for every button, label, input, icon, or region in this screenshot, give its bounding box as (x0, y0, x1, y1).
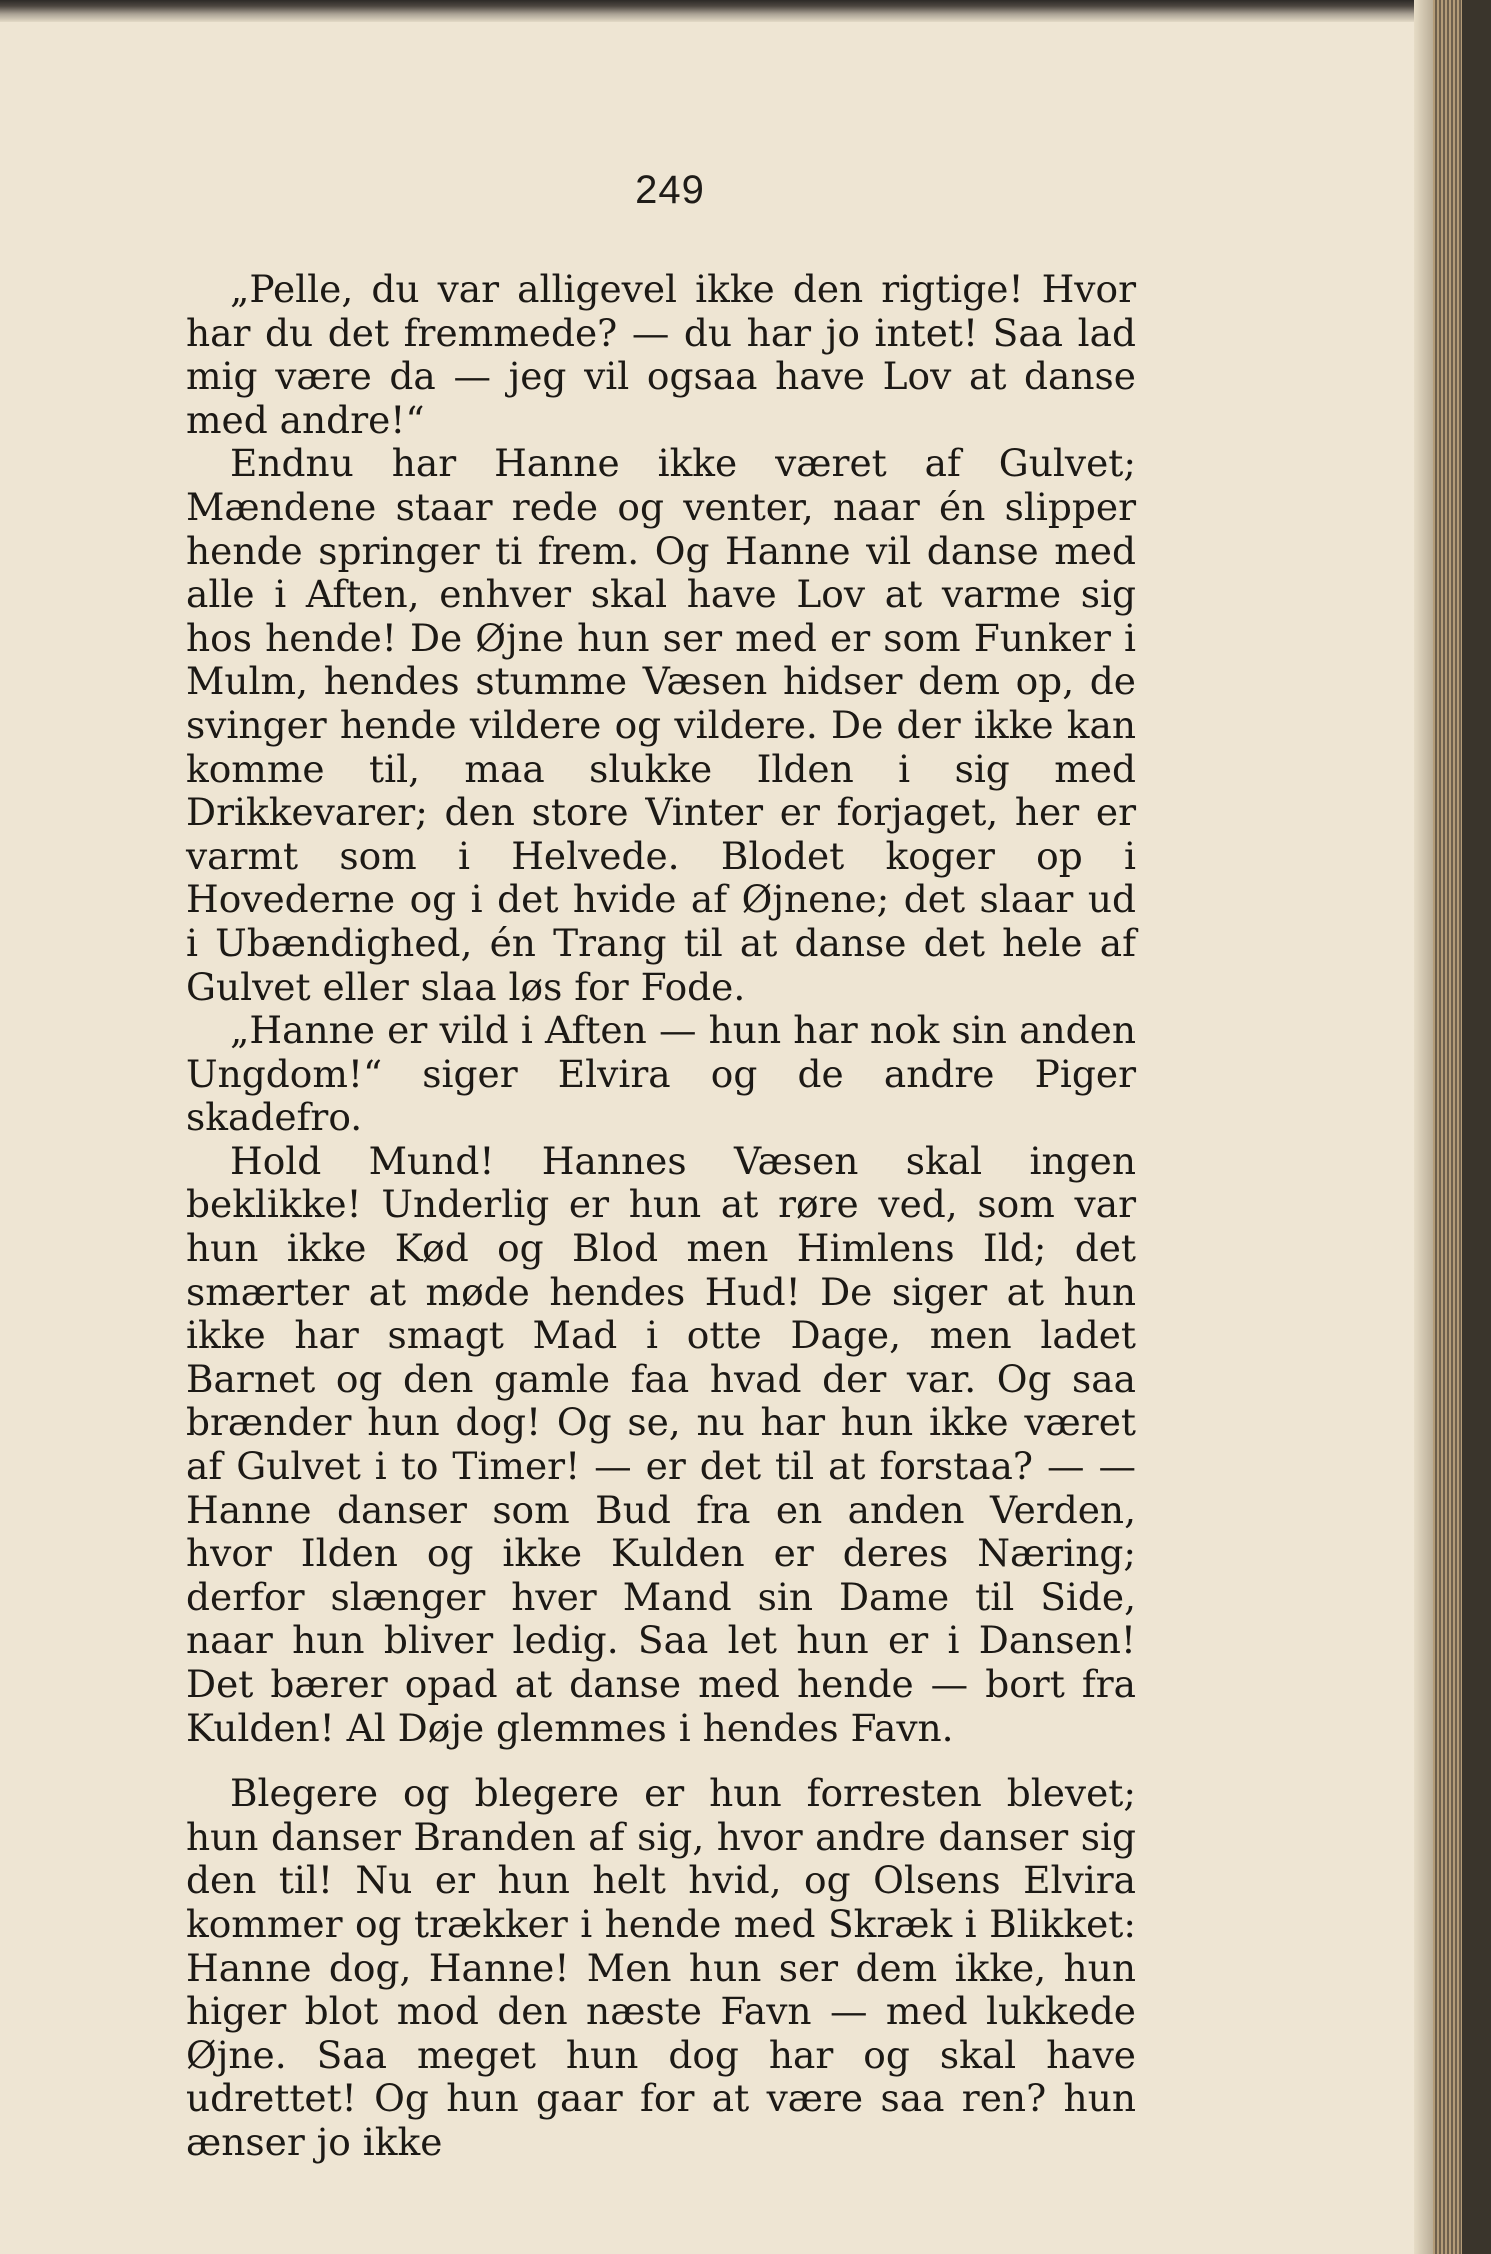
page-edges (1433, 0, 1462, 2254)
paragraph: „Pelle, du var alligevel ikke den rigtige! Hvor har du det fremmede? — du har jo intet! Saa lad mig være da — jeg vil ogsaa have Lov at danse med andre!“ (186, 267, 1136, 442)
body-text (186, 268, 1136, 2165)
page-top-edge (0, 0, 1462, 22)
paragraph: Hold Mund! Hannes Væsen skal ingen beklikke! Underlig er hun at røre ved, som var hun ikke Kød og Blod men Himlens Ild; det smærter at møde hendes Hud! De siger at hun ikke har smagt Mad i otte Dage, men ladet Barnet og den gamle faa hvad der var. Og saa brænder hun dog! Og se, nu har hun ikke været af Gulvet i to Timer! — er det til at forstaa? — — Hanne danser som Bud fra en anden Verden, hvor Ilden og ikke Kulden er deres Næring; derfor slænger hver Mand sin Dame til Side, naar hun bliver ledig. Saa let hun er i Dansen! Det bærer opad at danse med hende — bort fra Kulden! Al Døje glemmes i hendes Favn. (186, 1138, 1136, 1750)
page-number: 249 (635, 168, 705, 212)
paragraph: Endnu har Hanne ikke været af Gulvet; Mændene staar rede og venter, naar én slipper hende springer ti frem. Og Hanne vil danse med alle i Aften, enhver skal have Lov at varme sig hos hende! De Øjne hun ser med er som Funker i Mulm, hendes stumme Væsen hidser dem op, de svinger hende vildere og vildere. De der ikke kan komme til, maa slukke Ilden i sig med Drikkevarer; den store Vinter er forjaget, her er varmt som i Helvede. Blodet koger op i Hovederne og i det hvide af Øjnene; det slaar ud i Ubændighed, én Trang til at danse det hele af Gulvet eller slaa løs for Fode. (186, 441, 1136, 1009)
paragraph: „Hanne er vild i Aften — hun har nok sin anden Ungdom!“ siger Elvira og de andre Piger skadefro. (186, 1008, 1136, 1140)
paragraph: Blegere og blegere er hun forresten blevet; hun danser Branden af sig, hvor andre danser sig den til! Nu er hun helt hvid, og Olsens Elvira kommer og trækker i hende med Skræk i Blikket: Hanne dog, Hanne! Men hun ser dem ikke, hun higer blot mod den næste Favn — med lukkede Øjne. Saa meget hun dog har og skal have udrettet! Og hun gaar for at være saa ren? hun ænser jo ikke (186, 1771, 1136, 2164)
